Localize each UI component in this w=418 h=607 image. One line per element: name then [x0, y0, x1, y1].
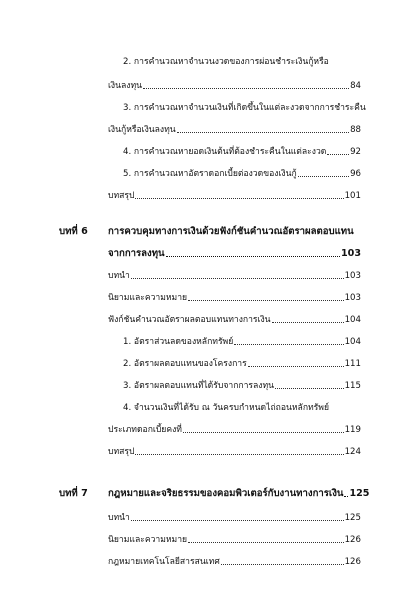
toc-entry-text: นิยามและความหมาย	[108, 293, 188, 303]
leader-dots	[221, 564, 344, 565]
leader-dots	[177, 132, 349, 133]
toc-entry-page: 115	[344, 381, 361, 391]
toc-entry-text: ฟังก์ชันคำนวณอัตราผลตอบแทนทางการเงิน	[108, 315, 271, 325]
toc-entry-page: 84	[350, 81, 361, 91]
toc-entry[interactable]	[108, 424, 361, 436]
leader-dots	[248, 366, 344, 367]
toc-entry[interactable]	[108, 556, 361, 568]
leader-dots	[327, 154, 349, 155]
toc-entry-page: 96	[350, 169, 361, 179]
chapter-title: กฎหมายและจริยธรรมของคอมพิวเตอร์กับงานทางการเงิน	[108, 488, 344, 499]
toc-entry-page: 126	[344, 535, 361, 545]
toc-entry-text: 4. จำนวนเงินที่ได้รับ ณ วันครบกำหนดไถ่ถอนหลักทรัพย์	[123, 403, 329, 413]
toc-entry-page: 125	[349, 488, 370, 499]
toc-entry[interactable]	[123, 146, 361, 158]
toc-entry-text: เงินลงทุน	[108, 81, 143, 91]
toc-entry-page: 104	[344, 337, 361, 347]
toc-entry[interactable]	[108, 292, 361, 304]
chapter-label: บทที่ 7	[59, 488, 88, 499]
leader-dots	[188, 300, 344, 301]
leader-dots	[188, 542, 344, 543]
toc-entry[interactable]	[123, 336, 361, 348]
leader-dots	[131, 278, 344, 279]
toc-entry-text: 2. การคำนวณหาจำนวนงวดของการผ่อนชำระเงินกู้หรือ	[123, 57, 329, 67]
chapter-title-line2: จากการลงทุน	[108, 248, 165, 259]
chapter-label: บทที่ 6	[59, 226, 88, 237]
toc-entry[interactable]	[123, 168, 361, 180]
leader-dots	[131, 520, 344, 521]
toc-entry-text: เงินกู้หรือเงินลงทุน	[108, 125, 176, 135]
chapter-title-entry[interactable]	[108, 248, 361, 260]
toc-entry[interactable]	[108, 80, 361, 92]
toc-entry[interactable]	[123, 380, 361, 392]
leader-dots	[166, 256, 340, 257]
toc-entry-text: บทสรุป	[108, 191, 135, 201]
toc-entry-page: 125	[344, 513, 361, 523]
leader-dots	[275, 388, 344, 389]
chapter-title-entry[interactable]	[108, 488, 370, 500]
toc-entry-text: 4. การคำนวณหายอดเงินต้นที่ต้องชำระคืนในแต่ละงวด	[123, 147, 327, 157]
chapter-title: การควบคุมทางการเงินด้วยฟังก์ชันคำนวณอัตราผลตอบแทน	[108, 226, 354, 237]
toc-entry-text: 5. การคำนวณหาอัตราดอกเบี้ยต่องวดของเงินกู้	[123, 169, 297, 179]
leader-dots	[135, 198, 343, 199]
toc-entry-text: ประเภทดอกเบี้ยคงที่	[108, 425, 182, 435]
toc-entry-text: 2. อัตราผลตอบแทนของโครงการ	[123, 359, 247, 369]
toc-entry-text: บทสรุป	[108, 447, 135, 457]
toc-entry-page: 103	[344, 293, 361, 303]
leader-dots	[298, 176, 349, 177]
leader-dots	[143, 88, 349, 89]
toc-entry-page: 111	[344, 359, 361, 369]
toc-entry[interactable]	[108, 534, 361, 546]
toc-entry-text: กฎหมายเทคโนโลยีสารสนเทศ	[108, 557, 220, 567]
leader-dots	[234, 344, 343, 345]
toc-entry-text: 3. อัตราผลตอบแทนที่ได้รับจากการลงทุน	[123, 381, 275, 391]
toc-entry-text: 1. อัตราส่วนลดของหลักทรัพย์	[123, 337, 234, 347]
toc-entry[interactable]	[108, 314, 361, 326]
toc-entry-page: 88	[350, 125, 361, 135]
toc-entry[interactable]	[108, 512, 361, 524]
toc-entry[interactable]	[108, 190, 361, 202]
leader-dots	[272, 322, 344, 323]
toc-entry-text: บทนำ	[108, 271, 130, 281]
toc-entry-text: บทนำ	[108, 513, 130, 523]
toc-entry-text: นิยามและความหมาย	[108, 535, 188, 545]
toc-entry-page: 104	[344, 315, 361, 325]
toc-entry-page: 101	[344, 191, 361, 201]
toc-entry-page: 103	[344, 271, 361, 281]
toc-entry[interactable]	[108, 446, 361, 458]
toc-entry-page: 124	[344, 447, 361, 457]
leader-dots	[135, 454, 343, 455]
toc-entry-page: 126	[344, 557, 361, 567]
leader-dots	[183, 432, 344, 433]
toc-entry-page: 119	[344, 425, 361, 435]
toc-entry[interactable]	[123, 358, 361, 370]
toc-entry-text: 3. การคำนวณหาจำนวนเงินที่เกิดขึ้นในแต่ละงวดจากการชำระคืน	[123, 103, 366, 113]
toc-entry-page: 103	[340, 248, 361, 259]
leader-dots	[344, 496, 348, 497]
toc-entry[interactable]	[108, 124, 361, 136]
toc-entry-page: 92	[350, 147, 361, 157]
toc-entry[interactable]	[108, 270, 361, 282]
